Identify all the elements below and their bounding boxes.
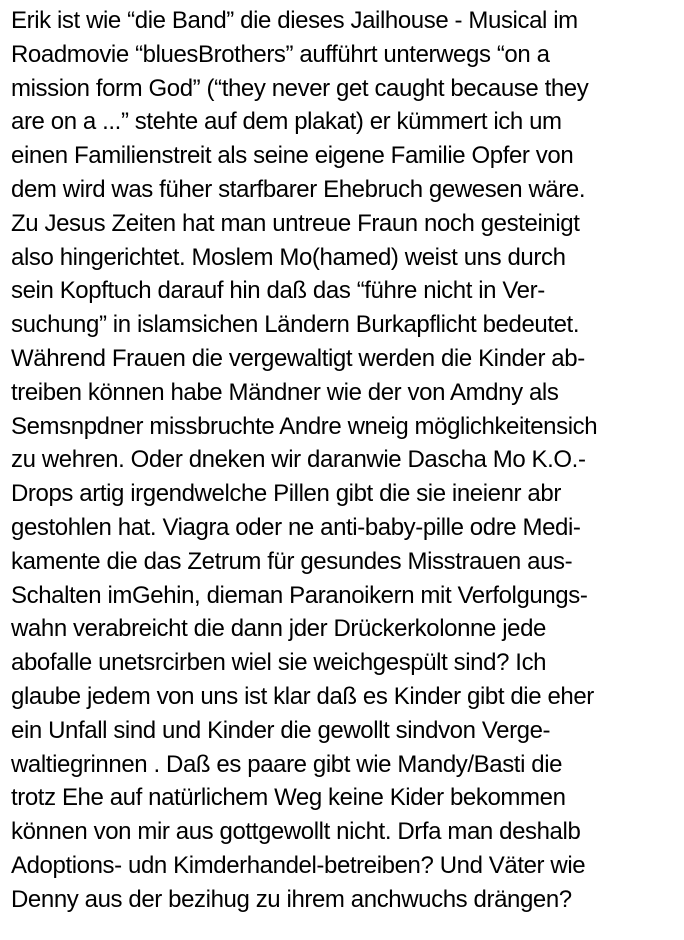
text-line: abofalle unetsrcirben wiel sie weichgespült sind? Ich — [11, 649, 547, 677]
text-line: Drops artig irgendwelche Pillen gibt die sie ineienr abr — [11, 480, 561, 508]
text-line: kamente die das Zetrum für gesundes Misstrauen aus- — [11, 547, 573, 575]
text-line: waltiegrinnen . Daß es paare gibt wie Mandy/Basti die — [11, 750, 563, 778]
text-line: Erik ist wie “die Band” die dieses Jailhouse - Musical im — [11, 7, 578, 34]
text-line: are on a ...” stehte auf dem plakat) er kümmert ich um — [11, 108, 562, 136]
text-line: also hingerichtet. Moslem Mo(hamed) weist uns durch — [11, 243, 566, 271]
text-line: Semsnpdner missbruchte Andre wneig möglichkeitensich — [11, 412, 598, 440]
text-line: trotz Ehe auf natürlichem Weg keine Kider bekommen — [11, 784, 566, 812]
text-line: Roadmovie “bluesBrothers” aufführt unterwegs “on a — [11, 40, 550, 68]
text-line: Schalten imGehin, dieman Paranoikern mit Verfolgungs- — [11, 581, 588, 609]
text-line: einen Familienstreit als seine eigene Familie Opfer von — [11, 142, 574, 170]
text-line: dem wird was füher starfbarer Ehebruch gewesen wäre. — [11, 175, 586, 203]
text-line: gestohlen hat. Viagra oder ne anti-baby-pille odre Medi- — [11, 513, 581, 541]
text-line: ein Unfall sind und Kinder die gewollt sindvon Verge- — [11, 716, 551, 744]
text-line: treiben können habe Mändner wie der von Amdny als — [11, 378, 559, 406]
text-line: wahn verabreicht die dann jder Drückerkolonne jede — [11, 615, 547, 643]
text-line: suchung” in islamsichen Ländern Burkapflicht bedeutet. — [11, 311, 580, 339]
text-line: sein Kopftuch darauf hin daß das “führe nicht in Ver- — [11, 277, 545, 305]
text-line: zu wehren. Oder dneken wir daranwie Dascha Mo K.O.- — [11, 446, 586, 474]
text-line: Während Frauen die vergewaltigt werden die Kinder ab- — [11, 344, 585, 372]
text-line: Adoptions- udn Kimderhandel-betreiben? Und Väter wie — [11, 851, 586, 879]
text-line: Zu Jesus Zeiten hat man untreue Fraun noch gesteinigt — [11, 209, 580, 237]
text-line: Denny aus der bezihug zu ihrem anchwuchs drängen? — [11, 885, 572, 913]
text-line: glaube jedem von uns ist klar daß es Kinder gibt die eher — [11, 682, 594, 710]
text-line: mission form God” (“they never get caught because they — [11, 74, 589, 102]
text-line: können von mir aus gottgewollt nicht. Drfa man deshalb — [11, 818, 581, 846]
